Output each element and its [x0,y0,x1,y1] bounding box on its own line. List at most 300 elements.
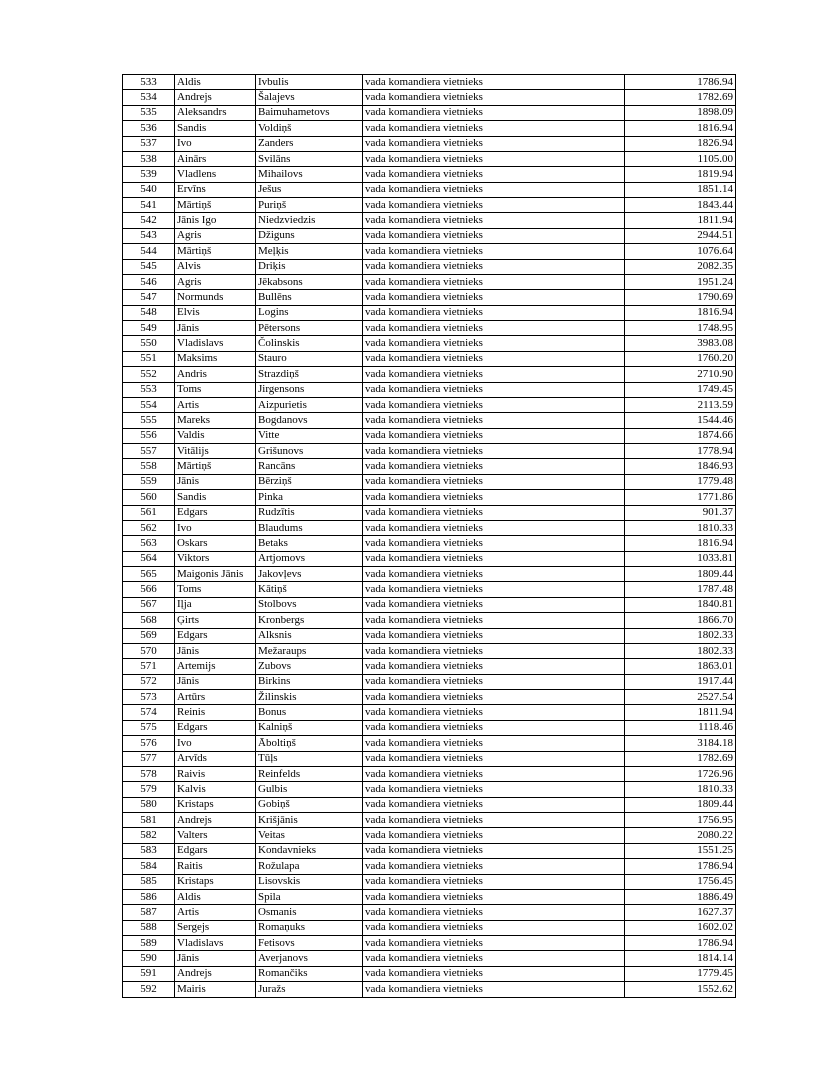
last-name-cell: Jirgensons [256,382,363,397]
last-name-cell: Grišunovs [256,444,363,459]
table-row [123,643,736,658]
first-name-cell: Ainārs [175,151,256,166]
position-cell: vada komandiera vietnieks [363,136,625,151]
first-name-cell: Sandis [175,121,256,136]
row-number-cell: 588 [123,920,175,935]
last-name-cell: Čolinskis [256,336,363,351]
first-name-cell: Sergejs [175,920,256,935]
position-cell: vada komandiera vietnieks [363,720,625,735]
position-cell: vada komandiera vietnieks [363,505,625,520]
table-row [123,690,736,705]
position-cell: vada komandiera vietnieks [363,121,625,136]
last-name-cell: Rancāns [256,459,363,474]
table-row [123,213,736,228]
amount-cell: 2113.59 [625,397,736,412]
amount-cell: 1802.33 [625,628,736,643]
amount-cell: 1826.94 [625,136,736,151]
amount-cell: 2082.35 [625,259,736,274]
last-name-cell: Bērziņš [256,474,363,489]
first-name-cell: Viktors [175,551,256,566]
first-name-cell: Artemijs [175,659,256,674]
position-cell: vada komandiera vietnieks [363,628,625,643]
row-number-cell: 558 [123,459,175,474]
first-name-cell: Artis [175,397,256,412]
position-cell: vada komandiera vietnieks [363,228,625,243]
first-name-cell: Kristaps [175,874,256,889]
first-name-cell: Reinis [175,705,256,720]
amount-cell: 1819.94 [625,167,736,182]
last-name-cell: Zubovs [256,659,363,674]
first-name-cell: Andrejs [175,813,256,828]
last-name-cell: Gobiņš [256,797,363,812]
table-row [123,859,736,874]
table-row [123,736,736,751]
first-name-cell: Jānis [175,474,256,489]
last-name-cell: Kātiņš [256,582,363,597]
row-number-cell: 581 [123,813,175,828]
row-number-cell: 554 [123,397,175,412]
last-name-cell: Puriņš [256,198,363,213]
table-row [123,244,736,259]
first-name-cell: Vladislavs [175,936,256,951]
position-cell: vada komandiera vietnieks [363,274,625,289]
amount-cell: 1771.86 [625,490,736,505]
amount-cell: 1786.94 [625,75,736,90]
table-row [123,782,736,797]
table-row [123,905,736,920]
first-name-cell: Jānis [175,674,256,689]
amount-cell: 1886.49 [625,889,736,904]
position-cell: vada komandiera vietnieks [363,690,625,705]
first-name-cell: Maigonis Jānis [175,567,256,582]
position-cell: vada komandiera vietnieks [363,336,625,351]
row-number-cell: 579 [123,782,175,797]
row-number-cell: 537 [123,136,175,151]
last-name-cell: Šalajevs [256,90,363,105]
table-row [123,413,736,428]
position-cell: vada komandiera vietnieks [363,751,625,766]
table-row [123,766,736,781]
table-row [123,305,736,320]
amount-cell: 1756.95 [625,813,736,828]
first-name-cell: Aleksandrs [175,105,256,120]
position-cell: vada komandiera vietnieks [363,567,625,582]
amount-cell: 1786.94 [625,936,736,951]
amount-cell: 1787.48 [625,582,736,597]
row-number-cell: 540 [123,182,175,197]
amount-cell: 1779.48 [625,474,736,489]
amount-cell: 1544.46 [625,413,736,428]
row-number-cell: 569 [123,628,175,643]
table-row [123,613,736,628]
table-row [123,797,736,812]
amount-cell: 1779.45 [625,966,736,981]
amount-cell: 901.37 [625,505,736,520]
first-name-cell: Maksims [175,351,256,366]
last-name-cell: Ivbulis [256,75,363,90]
row-number-cell: 552 [123,367,175,382]
row-number-cell: 587 [123,905,175,920]
amount-cell: 1809.44 [625,567,736,582]
first-name-cell: Andrejs [175,90,256,105]
last-name-cell: Birkins [256,674,363,689]
row-number-cell: 580 [123,797,175,812]
row-number-cell: 583 [123,843,175,858]
position-cell: vada komandiera vietnieks [363,582,625,597]
table-row [123,351,736,366]
table-row [123,151,736,166]
amount-cell: 3184.18 [625,736,736,751]
last-name-cell: Stolbovs [256,597,363,612]
last-name-cell: Pētersons [256,321,363,336]
amount-cell: 1756.45 [625,874,736,889]
position-cell: vada komandiera vietnieks [363,520,625,535]
last-name-cell: Romaņuks [256,920,363,935]
table-row [123,182,736,197]
last-name-cell: Strazdiņš [256,367,363,382]
last-name-cell: Artjomovs [256,551,363,566]
last-name-cell: Kronbergs [256,613,363,628]
row-number-cell: 589 [123,936,175,951]
first-name-cell: Kristaps [175,797,256,812]
first-name-cell: Vladislavs [175,336,256,351]
table-row [123,751,736,766]
first-name-cell: Elvis [175,305,256,320]
table-row [123,705,736,720]
table-row [123,843,736,858]
first-name-cell: Artis [175,905,256,920]
first-name-cell: Andris [175,367,256,382]
amount-cell: 3983.08 [625,336,736,351]
first-name-cell: Mārtiņš [175,198,256,213]
last-name-cell: Stauro [256,351,363,366]
last-name-cell: Romančiks [256,966,363,981]
position-cell: vada komandiera vietnieks [363,213,625,228]
last-name-cell: Ješus [256,182,363,197]
amount-cell: 1782.69 [625,90,736,105]
row-number-cell: 566 [123,582,175,597]
position-cell: vada komandiera vietnieks [363,321,625,336]
position-cell: vada komandiera vietnieks [363,90,625,105]
table-row [123,551,736,566]
first-name-cell: Iļja [175,597,256,612]
position-cell: vada komandiera vietnieks [363,843,625,858]
last-name-cell: Spila [256,889,363,904]
table-row [123,920,736,935]
first-name-cell: Aldis [175,75,256,90]
row-number-cell: 534 [123,90,175,105]
first-name-cell: Edgars [175,720,256,735]
table-row [123,474,736,489]
first-name-cell: Edgars [175,628,256,643]
table-row [123,459,736,474]
amount-cell: 1790.69 [625,290,736,305]
row-number-cell: 563 [123,536,175,551]
row-number-cell: 561 [123,505,175,520]
amount-cell: 1816.94 [625,305,736,320]
last-name-cell: Osmanis [256,905,363,920]
first-name-cell: Mairis [175,982,256,997]
position-cell: vada komandiera vietnieks [363,151,625,166]
amount-cell: 1076.64 [625,244,736,259]
first-name-cell: Valters [175,828,256,843]
last-name-cell: Džiguns [256,228,363,243]
last-name-cell: Bullēns [256,290,363,305]
first-name-cell: Agris [175,274,256,289]
row-number-cell: 560 [123,490,175,505]
row-number-cell: 570 [123,643,175,658]
position-cell: vada komandiera vietnieks [363,659,625,674]
row-number-cell: 557 [123,444,175,459]
first-name-cell: Edgars [175,505,256,520]
position-cell: vada komandiera vietnieks [363,982,625,997]
row-number-cell: 551 [123,351,175,366]
position-cell: vada komandiera vietnieks [363,966,625,981]
amount-cell: 1602.02 [625,920,736,935]
row-number-cell: 538 [123,151,175,166]
row-number-cell: 533 [123,75,175,90]
position-cell: vada komandiera vietnieks [363,351,625,366]
position-cell: vada komandiera vietnieks [363,674,625,689]
amount-cell: 1866.70 [625,613,736,628]
amount-cell: 1726.96 [625,766,736,781]
amount-cell: 1809.44 [625,797,736,812]
last-name-cell: Āboltiņš [256,736,363,751]
row-number-cell: 546 [123,274,175,289]
first-name-cell: Raitis [175,859,256,874]
row-number-cell: 586 [123,889,175,904]
position-cell: vada komandiera vietnieks [363,474,625,489]
amount-cell: 1840.81 [625,597,736,612]
position-cell: vada komandiera vietnieks [363,367,625,382]
row-number-cell: 545 [123,259,175,274]
first-name-cell: Raivis [175,766,256,781]
amount-cell: 1033.81 [625,551,736,566]
amount-cell: 1816.94 [625,536,736,551]
last-name-cell: Bonus [256,705,363,720]
amount-cell: 2527.54 [625,690,736,705]
last-name-cell: Gulbis [256,782,363,797]
amount-cell: 1786.94 [625,859,736,874]
row-number-cell: 565 [123,567,175,582]
amount-cell: 1748.95 [625,321,736,336]
position-cell: vada komandiera vietnieks [363,198,625,213]
position-cell: vada komandiera vietnieks [363,75,625,90]
table-row [123,444,736,459]
first-name-cell: Ervīns [175,182,256,197]
position-cell: vada komandiera vietnieks [363,643,625,658]
position-cell: vada komandiera vietnieks [363,105,625,120]
row-number-cell: 556 [123,428,175,443]
amount-cell: 1810.33 [625,782,736,797]
first-name-cell: Mārtiņš [175,459,256,474]
position-cell: vada komandiera vietnieks [363,936,625,951]
table-row [123,597,736,612]
first-name-cell: Agris [175,228,256,243]
first-name-cell: Jānis Igo [175,213,256,228]
last-name-cell: Lisovskis [256,874,363,889]
row-number-cell: 562 [123,520,175,535]
row-number-cell: 550 [123,336,175,351]
first-name-cell: Jānis [175,951,256,966]
amount-cell: 1782.69 [625,751,736,766]
amount-cell: 1917.44 [625,674,736,689]
table-row [123,90,736,105]
position-cell: vada komandiera vietnieks [363,551,625,566]
last-name-cell: Bogdanovs [256,413,363,428]
last-name-cell: Meļķis [256,244,363,259]
row-number-cell: 536 [123,121,175,136]
last-name-cell: Voldiņš [256,121,363,136]
table-row [123,105,736,120]
last-name-cell: Jēkabsons [256,274,363,289]
last-name-cell: Fetisovs [256,936,363,951]
amount-cell: 1802.33 [625,643,736,658]
table-row [123,936,736,951]
row-number-cell: 539 [123,167,175,182]
amount-cell: 1843.44 [625,198,736,213]
position-cell: vada komandiera vietnieks [363,444,625,459]
last-name-cell: Averjanovs [256,951,363,966]
last-name-cell: Alksnis [256,628,363,643]
row-number-cell: 535 [123,105,175,120]
first-name-cell: Artūrs [175,690,256,705]
first-name-cell: Arvīds [175,751,256,766]
amount-cell: 1898.09 [625,105,736,120]
amount-cell: 1627.37 [625,905,736,920]
position-cell: vada komandiera vietnieks [363,797,625,812]
table-row [123,367,736,382]
last-name-cell: Veitas [256,828,363,843]
last-name-cell: Krišjānis [256,813,363,828]
last-name-cell: Kondavnieks [256,843,363,858]
last-name-cell: Svilāns [256,151,363,166]
amount-cell: 1760.20 [625,351,736,366]
first-name-cell: Jānis [175,321,256,336]
amount-cell: 1749.45 [625,382,736,397]
row-number-cell: 576 [123,736,175,751]
position-cell: vada komandiera vietnieks [363,490,625,505]
position-cell: vada komandiera vietnieks [363,705,625,720]
position-cell: vada komandiera vietnieks [363,305,625,320]
row-number-cell: 577 [123,751,175,766]
row-number-cell: 575 [123,720,175,735]
first-name-cell: Normunds [175,290,256,305]
row-number-cell: 573 [123,690,175,705]
row-number-cell: 571 [123,659,175,674]
table-row [123,382,736,397]
position-cell: vada komandiera vietnieks [363,167,625,182]
table-row [123,582,736,597]
table-row [123,720,736,735]
last-name-cell: Rudzītis [256,505,363,520]
first-name-cell: Toms [175,382,256,397]
row-number-cell: 542 [123,213,175,228]
row-number-cell: 592 [123,982,175,997]
last-name-cell: Betaks [256,536,363,551]
amount-cell: 2080.22 [625,828,736,843]
position-cell: vada komandiera vietnieks [363,259,625,274]
last-name-cell: Aizpurietis [256,397,363,412]
table-row [123,274,736,289]
table-row [123,490,736,505]
row-number-cell: 553 [123,382,175,397]
personnel-table [122,74,736,998]
position-cell: vada komandiera vietnieks [363,536,625,551]
row-number-cell: 547 [123,290,175,305]
position-cell: vada komandiera vietnieks [363,736,625,751]
amount-cell: 1874.66 [625,428,736,443]
table-row [123,259,736,274]
table-row [123,567,736,582]
row-number-cell: 555 [123,413,175,428]
last-name-cell: Baimuhametovs [256,105,363,120]
first-name-cell: Toms [175,582,256,597]
position-cell: vada komandiera vietnieks [363,782,625,797]
last-name-cell: Zanders [256,136,363,151]
row-number-cell: 541 [123,198,175,213]
last-name-cell: Blaudums [256,520,363,535]
row-number-cell: 572 [123,674,175,689]
last-name-cell: Vitte [256,428,363,443]
position-cell: vada komandiera vietnieks [363,920,625,935]
amount-cell: 1811.94 [625,213,736,228]
position-cell: vada komandiera vietnieks [363,874,625,889]
position-cell: vada komandiera vietnieks [363,290,625,305]
row-number-cell: 591 [123,966,175,981]
first-name-cell: Andrejs [175,966,256,981]
row-number-cell: 582 [123,828,175,843]
position-cell: vada komandiera vietnieks [363,613,625,628]
table-row [123,966,736,981]
table-row [123,336,736,351]
last-name-cell: Pinka [256,490,363,505]
row-number-cell: 548 [123,305,175,320]
table-row [123,136,736,151]
table-row [123,121,736,136]
last-name-cell: Tūļs [256,751,363,766]
amount-cell: 1811.94 [625,705,736,720]
table-row [123,889,736,904]
row-number-cell: 559 [123,474,175,489]
last-name-cell: Rožulapa [256,859,363,874]
row-number-cell: 568 [123,613,175,628]
last-name-cell: Driķis [256,259,363,274]
first-name-cell: Alvis [175,259,256,274]
first-name-cell: Vitālijs [175,444,256,459]
position-cell: vada komandiera vietnieks [363,813,625,828]
row-number-cell: 574 [123,705,175,720]
first-name-cell: Ivo [175,520,256,535]
amount-cell: 1814.14 [625,951,736,966]
position-cell: vada komandiera vietnieks [363,889,625,904]
amount-cell: 1778.94 [625,444,736,459]
table-row [123,321,736,336]
amount-cell: 2710.90 [625,367,736,382]
table-body [123,75,736,998]
table-row [123,828,736,843]
table-row [123,659,736,674]
first-name-cell: Oskars [175,536,256,551]
first-name-cell: Jānis [175,643,256,658]
first-name-cell: Aldis [175,889,256,904]
row-number-cell: 590 [123,951,175,966]
amount-cell: 1816.94 [625,121,736,136]
first-name-cell: Sandis [175,490,256,505]
amount-cell: 1863.01 [625,659,736,674]
amount-cell: 1810.33 [625,520,736,535]
table-row [123,198,736,213]
